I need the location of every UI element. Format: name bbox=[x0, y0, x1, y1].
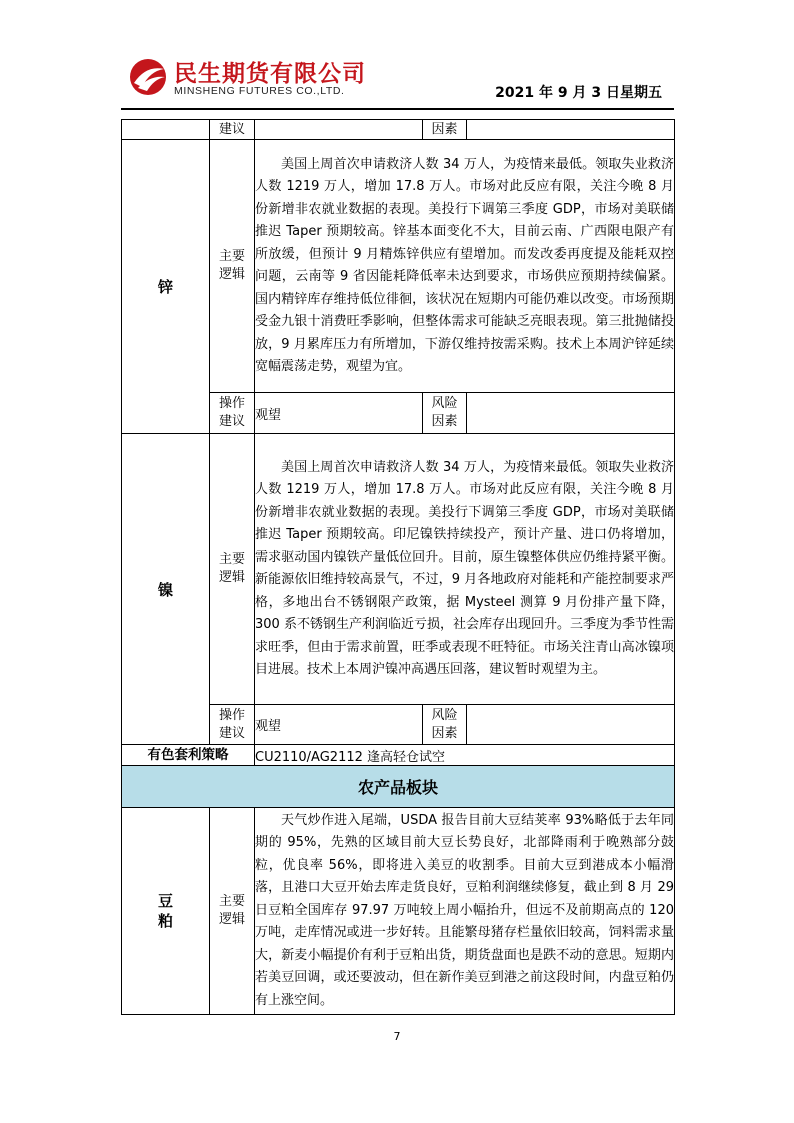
nickel-logic-row bbox=[122, 434, 675, 705]
soymeal-name bbox=[122, 808, 210, 1015]
nickel-logic-label: 主要 逻辑 bbox=[210, 434, 255, 705]
nickel-logic-text: 美国上周首次申请救济人数 34 万人，为疫情来最低。领取失业救济人数 1219 万人，增加 17.8 万人。市场对此反应有限，关注今晚 8 月份新增非农就业数据的表现。美投行下调第三季度 GDP，市场对美联储推迟 Taper 预期较高。印尼镍铁持续投产，预计产量、进口仍将增加，需求驱动国内镍铁产量低位回升。目前，原生镍整体供应仍维持紧平衡。新能源依旧维持较高景气，不过，9 月各地政府对能耗和产能控制要求严格，多地出台不锈钢限产政策，据 Mysteel 测算 9 月份排产量下降，300 系不锈钢生产利润临近亏损，社会库存出现回升。三季度为季节性需求旺季，但由于需求前置，旺季或表现不旺特征。市场关注青山高冰镍项目进展。技术上本周沪镍冲高遇压回落，建议暂时观望为主。 bbox=[255, 434, 675, 705]
soymeal-name-char-1: 豆 bbox=[157, 892, 173, 910]
prev-risk-label: 因素 bbox=[423, 120, 467, 140]
nickel-risk-value bbox=[467, 705, 675, 745]
agri-section-row bbox=[122, 766, 675, 808]
soymeal-logic-row bbox=[122, 808, 675, 1015]
report-date: 2021 年 9 月 3 日星期五 bbox=[495, 85, 662, 101]
minsheng-logo-icon bbox=[128, 57, 168, 97]
zinc-risk-value bbox=[467, 393, 675, 434]
zinc-logic-row bbox=[122, 140, 675, 393]
nickel-name: 镍 bbox=[122, 434, 210, 745]
nickel-op-label: 操作 建议 bbox=[210, 705, 255, 745]
zinc-logic-text: 美国上周首次申请救济人数 34 万人，为疫情来最低。领取失业救济人数 1219 万人，增加 17.8 万人。市场对此反应有限，关注今晚 8 月份新增非农就业数据的表现。美投行下调第三季度 GDP，市场对美联储推迟 Taper 预期较高。锌基本面变化不大，目前云南、广西限电限产有所放缓，但预计 9 月精炼锌供应有望增加。而发改委再度提及能耗双控问题，云南等 9 省因能耗降低率未达到要求，市场供应预期持续偏紧。国内精锌库存维持低位徘徊，该状况在短期内可能仍难以改变。市场预期受金九银十消费旺季影响，但整体需求可能缺乏亮眼表现。第三批抛储投放，9 月累库压力有所增加，下游仅维持按需采购。技术上本周沪锌延续宽幅震荡走势，观望为宜。 bbox=[255, 140, 675, 393]
company-name-cn: 民生期货有限公司 bbox=[174, 61, 366, 87]
zinc-logic-label: 主要 逻辑 bbox=[210, 140, 255, 393]
header-divider bbox=[121, 108, 674, 110]
nickel-risk-label: 风险 因素 bbox=[423, 705, 467, 745]
zinc-risk-label: 风险 因素 bbox=[423, 393, 467, 434]
arbitrage-value: CU2110/AG2112 逢高轻仓试空 bbox=[255, 745, 675, 766]
zinc-op-value: 观望 bbox=[255, 393, 423, 434]
agri-section-title: 农产品板块 bbox=[122, 766, 675, 808]
soymeal-logic-text: 天气炒作进入尾端，USDA 报告目前大豆结荚率 93%略低于去年同期的 95%，先熟的区域目前大豆长势良好，北部降雨利于晚熟部分鼓粒，优良率 56%，即将进入美豆的收割季。目前大豆到港成本小幅滑落，且港口大豆开始去库走货良好，豆粕利润继续修复，截止到 8 月 29 日豆粕全国库存 97.97 万吨较上周小幅抬升，但远不及前期高点的 120 万吨，走库情况或进一步好转。且能繁母猪存栏量依旧较高，饲料需求量大，新麦小幅提价有利于豆粕出货，期货盘面也是跌不动的意思。短期内若美豆回调，或还要波动，但在新作美豆到港之前这段时间，内盘豆粕仍有上涨空间。 bbox=[255, 808, 675, 1015]
arbitrage-row bbox=[122, 745, 675, 766]
soymeal-name-char-2: 粕 bbox=[157, 912, 173, 930]
prev-op-row bbox=[122, 120, 675, 140]
company-logo bbox=[128, 55, 368, 103]
nickel-op-value: 观望 bbox=[255, 705, 423, 745]
prev-name-cell bbox=[122, 120, 210, 140]
prev-op-label: 建议 bbox=[210, 120, 255, 140]
page-number: 7 bbox=[393, 1030, 401, 1043]
prev-op-value bbox=[255, 120, 423, 140]
strategy-table bbox=[121, 119, 675, 1015]
company-name-en: MINSHENG FUTURES CO.,LTD. bbox=[174, 85, 345, 97]
zinc-op-label: 操作 建议 bbox=[210, 393, 255, 434]
soymeal-logic-label: 主要 逻辑 bbox=[210, 808, 255, 1015]
arbitrage-label: 有色套利策略 bbox=[122, 745, 255, 766]
zinc-name: 锌 bbox=[122, 140, 210, 434]
prev-risk-value bbox=[467, 120, 675, 140]
